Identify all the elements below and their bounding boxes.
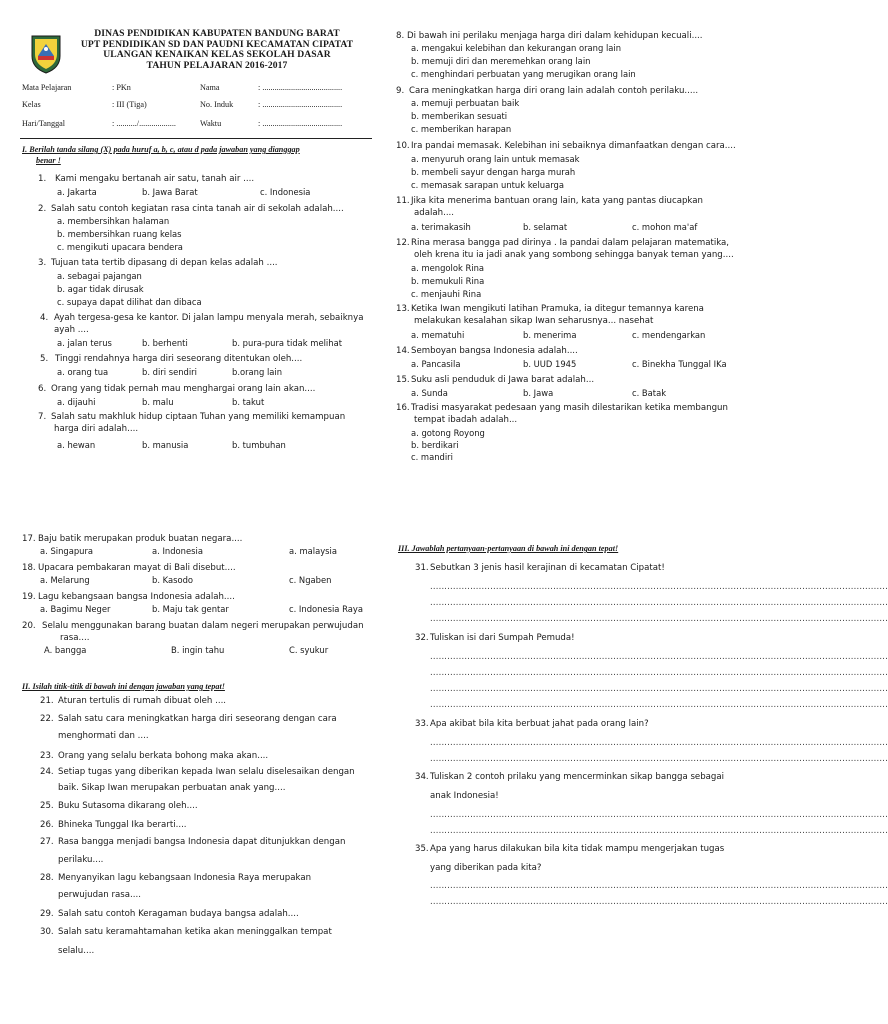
q20-option-c[interactable]: C. syukur <box>289 645 329 655</box>
q15-option-a[interactable]: a. Sunda <box>411 388 448 398</box>
value-kelas: : III (Tiga) <box>112 100 147 109</box>
q4-text: Ayah tergesa-gesa ke kantor. Di jalan lampu menyala merah, sebaiknya <box>54 313 364 323</box>
q29-text: Salah satu contoh Keragaman budaya bangsa adalah.... <box>58 909 299 919</box>
q18-option-c[interactable]: c. Ngaben <box>289 575 332 585</box>
q8-number: 8. <box>396 31 405 41</box>
answer-line-31c[interactable]: ................................................................................................................................................................ <box>430 613 888 623</box>
q11-text: Jika kita menerima bantuan orang lain, kata yang pantas diucapkan <box>411 196 703 206</box>
q19-option-b[interactable]: b. Maju tak gentar <box>152 604 229 614</box>
q5-text: Tinggi rendahnya harga diri seseorang ditentukan oleh.... <box>55 354 303 364</box>
q32-number: 32. <box>415 633 429 643</box>
q12-option-c[interactable]: c. menjauhi Rina <box>411 289 482 299</box>
q10-option-a[interactable]: a. menyuruh orang lain untuk memasak <box>411 154 580 164</box>
q20-option-b[interactable]: B. ingin tahu <box>171 645 225 655</box>
q11-option-b[interactable]: b. selamat <box>523 222 568 232</box>
q13-text: Ketika Iwan mengikuti latihan Pramuka, ia ditegur temannya karena <box>411 304 704 314</box>
q20-option-a[interactable]: A. bangga <box>44 645 87 655</box>
q25-number: 25. <box>40 801 54 811</box>
q30-text-cont: selalu.... <box>58 946 95 956</box>
q11-number: 11. <box>396 196 410 206</box>
q16-number: 16. <box>396 403 410 413</box>
q22-number: 22. <box>40 714 54 724</box>
q18-option-b[interactable]: b. Kasodo <box>152 575 194 585</box>
q16-option-b[interactable]: b. berdikari <box>411 440 459 450</box>
q7-option-c[interactable]: b. tumbuhan <box>232 440 286 450</box>
section-1-title: I. Berilah tanda silang (X) pada huruf a, b, c, atau d pada jawaban yang dianggap <box>22 145 300 154</box>
q14-option-b[interactable]: b. UUD 1945 <box>523 359 577 369</box>
q23-text: Orang yang selalu berkata bohong maka akan.... <box>58 751 269 761</box>
answer-line-34a[interactable]: ................................................................................................................................................................ <box>430 809 888 819</box>
q27-number: 27. <box>40 837 54 847</box>
answer-line-32a[interactable]: ................................................................................................................................................................ <box>430 651 888 661</box>
q9-option-c[interactable]: c. memberikan harapan <box>411 124 512 134</box>
q30-number: 30. <box>40 927 54 937</box>
q3-option-a[interactable]: a. sebagai pajangan <box>57 271 142 281</box>
q13-option-a[interactable]: a. mematuhi <box>411 330 465 340</box>
q1-number: 1. <box>38 174 47 184</box>
q8-option-a[interactable]: a. mengakui kelebihan dan kekurangan orang lain <box>411 43 622 53</box>
q33-number: 33. <box>415 719 429 729</box>
section-1-title-cont: benar ! <box>36 156 61 165</box>
answer-line-32b[interactable]: ................................................................................................................................................................ <box>430 667 888 677</box>
label-nama: Nama <box>200 83 220 92</box>
header-line-2: UPT PENDIDIKAN SD DAN PAUDNI KECAMATAN CIPATAT <box>80 38 354 50</box>
q16-option-c[interactable]: c. mandiri <box>411 452 453 462</box>
q31-number: 31. <box>415 563 429 573</box>
q4-option-c[interactable]: b. pura-pura tidak melihat <box>232 338 342 348</box>
q24-text-cont: baik. Sikap Iwan merupakan perbuatan anak yang.... <box>58 783 286 793</box>
q2-text: Salah satu contoh kegiatan rasa cinta tanah air di sekolah adalah.... <box>51 204 344 214</box>
q1-option-c[interactable]: c. Indonesia <box>260 187 311 197</box>
answer-line-32c[interactable]: ................................................................................................................................................................ <box>430 683 888 693</box>
section-3-title: III. Jawablah pertanyaan-pertanyaan di bawah ini dengan tepat! <box>398 544 619 553</box>
q28-text-cont: perwujudan rasa.... <box>58 890 141 900</box>
field-induk[interactable]: : ....................................... <box>258 100 343 109</box>
q24-text: Setiap tugas yang diberikan kepada Iwan selalu diselesaikan dengan <box>58 767 355 777</box>
section-2-title: II. Isilah titik-titik di bawah ini dengan jawaban yang tepat! <box>22 682 225 691</box>
q29-number: 29. <box>40 909 54 919</box>
q17-option-a[interactable]: a. Singapura <box>40 546 94 556</box>
q13-option-c[interactable]: c. mendengarkan <box>632 330 706 340</box>
q31-text: Sebutkan 3 jenis hasil kerajinan di kecamatan Cipatat! <box>430 563 665 573</box>
q10-number: 10. <box>396 141 410 151</box>
q5-number: 5. <box>40 354 49 364</box>
q11-option-a[interactable]: a. terimakasih <box>411 222 471 232</box>
q12-option-b[interactable]: b. memukuli Rina <box>411 276 485 286</box>
regency-logo <box>29 34 63 74</box>
q15-option-c[interactable]: c. Batak <box>632 388 667 398</box>
q14-option-a[interactable]: a. Pancasila <box>411 359 461 369</box>
q9-option-a[interactable]: a. memuji perbuatan baik <box>411 98 520 108</box>
q34-text-cont: anak Indonesia! <box>430 791 499 801</box>
q9-text: Cara meningkatkan harga diri orang lain adalah contoh perilaku..... <box>409 86 699 96</box>
q34-text: Tuliskan 2 contoh prilaku yang mencerminkan sikap bangga sebagai <box>430 772 725 782</box>
q10-text: Ira pandai memasak. Kelebihan ini sebaiknya dimanfaatkan dengan cara.... <box>411 141 736 151</box>
q20-text: Selalu menggunakan barang buatan dalam negeri merupakan perwujudan <box>42 621 364 631</box>
q1-text: Kami mengaku bertanah air satu, tanah air .... <box>55 174 255 184</box>
q17-text: Baju batik merupakan produk buatan negara.... <box>38 534 243 544</box>
q4-option-b[interactable]: b. berhenti <box>142 338 188 348</box>
q3-number: 3. <box>38 258 47 268</box>
q15-number: 15. <box>396 375 410 385</box>
value-mapel: : PKn <box>112 83 131 92</box>
q35-text: Apa yang harus dilakukan bila kita tidak mampu mengerjakan tugas <box>430 844 725 854</box>
q30-text: Salah satu keramahtamahan ketika akan meninggalkan tempat <box>58 927 332 937</box>
q7-option-b[interactable]: b. manusia <box>142 440 189 450</box>
school-header <box>62 29 372 71</box>
q5-option-c[interactable]: b.orang lain <box>232 367 283 377</box>
answer-line-35a[interactable]: ................................................................................................................................................................ <box>430 880 888 890</box>
q8-option-c[interactable]: c. menghindari perbuatan yang merugikan orang lain <box>411 69 636 79</box>
q8-option-b[interactable]: b. memuji diri dan meremehkan orang lain <box>411 56 591 66</box>
q7-text-cont: harga diri adalah.... <box>54 424 139 434</box>
q16-option-a[interactable]: a. gotong Royong <box>411 428 485 438</box>
q26-number: 26. <box>40 820 54 830</box>
q35-number: 35. <box>415 844 429 854</box>
q5-option-a[interactable]: a. orang tua <box>57 367 109 377</box>
q3-option-c[interactable]: c. supaya dapat dilihat dan dibaca <box>57 297 202 307</box>
q6-number: 6. <box>38 384 47 394</box>
q24-number: 24. <box>40 767 54 777</box>
q5-option-b[interactable]: b. diri sendiri <box>142 367 197 377</box>
q22-text-cont: menghormati dan .... <box>58 731 149 741</box>
q6-option-a[interactable]: a. dijauhi <box>57 397 96 407</box>
answer-line-31a[interactable]: ................................................................................................................................................................ <box>430 581 888 591</box>
q18-option-a[interactable]: a. Melarung <box>40 575 90 585</box>
q11-option-c[interactable]: c. mohon ma'af <box>632 222 698 232</box>
q17-option-b[interactable]: a. Indonesia <box>152 546 203 556</box>
q11-text-cont: adalah.... <box>414 208 455 218</box>
q6-option-c[interactable]: b. takut <box>232 397 265 407</box>
q7-option-a[interactable]: a. hewan <box>57 440 96 450</box>
q2-option-b[interactable]: b. membersihkan ruang kelas <box>57 229 182 239</box>
q16-text-cont: tempat ibadah adalah... <box>414 415 518 425</box>
q2-option-c[interactable]: c. mengikuti upacara bendera <box>57 242 183 252</box>
q23-number: 23. <box>40 751 54 761</box>
q14-number: 14. <box>396 346 410 356</box>
answer-line-33b[interactable]: ................................................................................................................................................................ <box>430 753 888 763</box>
q28-number: 28. <box>40 873 54 883</box>
q17-number: 17. <box>22 534 36 544</box>
field-nama[interactable]: : ....................................... <box>258 83 343 92</box>
header-line-3: ULANGAN KENAIKAN KELAS SEKOLAH DASAR <box>103 49 331 61</box>
q14-text: Semboyan bangsa Indonesia adalah.... <box>411 346 578 356</box>
q32-text: Tuliskan isi dari Sumpah Pemuda! <box>430 633 575 643</box>
q27-text-cont: perilaku.... <box>58 855 104 865</box>
label-induk: No. Induk <box>200 100 234 109</box>
q4-text-cont: ayah .... <box>54 325 89 335</box>
q7-number: 7. <box>38 412 47 422</box>
q14-option-c[interactable]: c. Binekha Tunggal IKa <box>632 359 727 369</box>
q6-text: Orang yang tidak pernah mau menghargai orang lain akan.... <box>51 384 316 394</box>
q28-text: Menyanyikan lagu kebangsaan Indonesia Raya merupakan <box>58 873 312 883</box>
q2-number: 2. <box>38 204 47 214</box>
q20-number: 20. <box>22 621 36 631</box>
answer-line-33a[interactable]: ................................................................................................................................................................ <box>430 737 888 747</box>
answer-line-35b[interactable]: ................................................................................................................................................................ <box>430 896 888 906</box>
q1-option-b[interactable]: b. Jawa Barat <box>142 187 198 197</box>
q8-text: Di bawah ini perilaku menjaga harga diri dalam kehidupan kecuali.... <box>407 31 703 41</box>
header-divider <box>20 138 372 139</box>
q20-text-cont: rasa.... <box>60 633 90 643</box>
q19-option-c[interactable]: c. Indonesia Raya <box>289 604 363 614</box>
q15-option-b[interactable]: b. Jawa <box>523 388 554 398</box>
q13-number: 13. <box>396 304 410 314</box>
q19-text: Lagu kebangsaan bangsa Indonesia adalah.... <box>38 592 235 602</box>
q27-text: Rasa bangga menjadi bangsa Indonesia dapat ditunjukkan dengan <box>58 837 346 847</box>
header-line-1: DINAS PENDIDIKAN KABUPATEN BANDUNG BARAT <box>94 28 340 39</box>
label-waktu: Waktu <box>200 119 222 128</box>
q9-option-b[interactable]: b. memberikan sesuati <box>411 111 508 121</box>
q21-number: 21. <box>40 696 54 706</box>
field-hari[interactable]: : ........../.................. <box>112 119 176 128</box>
q2-option-a[interactable]: a. membersihkan halaman <box>57 216 170 226</box>
q3-option-b[interactable]: b. agar tidak dirusak <box>57 284 144 294</box>
q25-text: Buku Sutasoma dikarang oleh.... <box>58 801 198 811</box>
q21-text: Aturan tertulis di rumah dibuat oleh .... <box>58 696 227 706</box>
q17-option-c[interactable]: a. malaysia <box>289 546 337 556</box>
q22-text: Salah satu cara meningkatkan harga diri seseorang dengan cara <box>58 714 337 724</box>
q10-option-b[interactable]: b. membeli sayur dengan harga murah <box>411 167 576 177</box>
q13-option-b[interactable]: b. menerima <box>523 330 577 340</box>
q12-text-cont: oleh krena itu ia jadi anak yang sombong sehingga banyak teman yang.... <box>414 250 734 260</box>
answer-line-31b[interactable]: ................................................................................................................................................................ <box>430 597 888 607</box>
label-kelas: Kelas <box>22 100 41 109</box>
label-hari: Hari/Tanggal <box>22 119 66 128</box>
q12-option-a[interactable]: a. mengolok Rina <box>411 263 485 273</box>
field-waktu[interactable]: : ....................................... <box>258 119 343 128</box>
q9-number: 9. <box>396 86 405 96</box>
q12-text: Rina merasa bangga pad dirinya . Ia pandai dalam pelajaran matematika, <box>411 238 730 248</box>
q26-text: Bhineka Tunggal Ika berarti.... <box>58 820 187 830</box>
q16-text: Tradisi masyarakat pedesaan yang masih dilestarikan ketika membangun <box>411 403 728 413</box>
q12-number: 12. <box>396 238 410 248</box>
q33-text: Apa akibat bila kita berbuat jahat pada orang lain? <box>430 719 649 729</box>
q4-number: 4. <box>40 313 49 323</box>
q18-text: Upacara pembakaran mayat di Bali disebut.... <box>38 563 236 573</box>
q35-text-cont: yang diberikan pada kita? <box>430 863 542 873</box>
q3-text: Tujuan tata tertib dipasang di depan kelas adalah .... <box>51 258 278 268</box>
q13-text-cont: melakukan kesalahan sikap Iwan seharusnya... nasehat <box>414 316 654 326</box>
q4-option-a[interactable]: a. jalan terus <box>57 338 112 348</box>
q6-option-b[interactable]: b. malu <box>142 397 174 407</box>
q10-option-c[interactable]: c. memasak sarapan untuk keluarga <box>411 180 564 190</box>
q18-number: 18. <box>22 563 36 573</box>
q7-text: Salah satu makhluk hidup ciptaan Tuhan yang memiliki kemampuan <box>51 412 346 422</box>
answer-line-32d[interactable]: ................................................................................................................................................................ <box>430 699 888 709</box>
q19-option-a[interactable]: a. Bagimu Neger <box>40 604 111 614</box>
header-line-4: TAHUN PELAJARAN 2016-2017 <box>146 59 288 71</box>
label-mapel: Mata Pelajaran <box>22 83 72 92</box>
answer-line-34b[interactable]: ................................................................................................................................................................ <box>430 825 888 835</box>
q15-text: Suku asli penduduk di Jawa barat adalah... <box>411 375 595 385</box>
q19-number: 19. <box>22 592 36 602</box>
q34-number: 34. <box>415 772 429 782</box>
q1-option-a[interactable]: a. Jakarta <box>57 187 97 197</box>
